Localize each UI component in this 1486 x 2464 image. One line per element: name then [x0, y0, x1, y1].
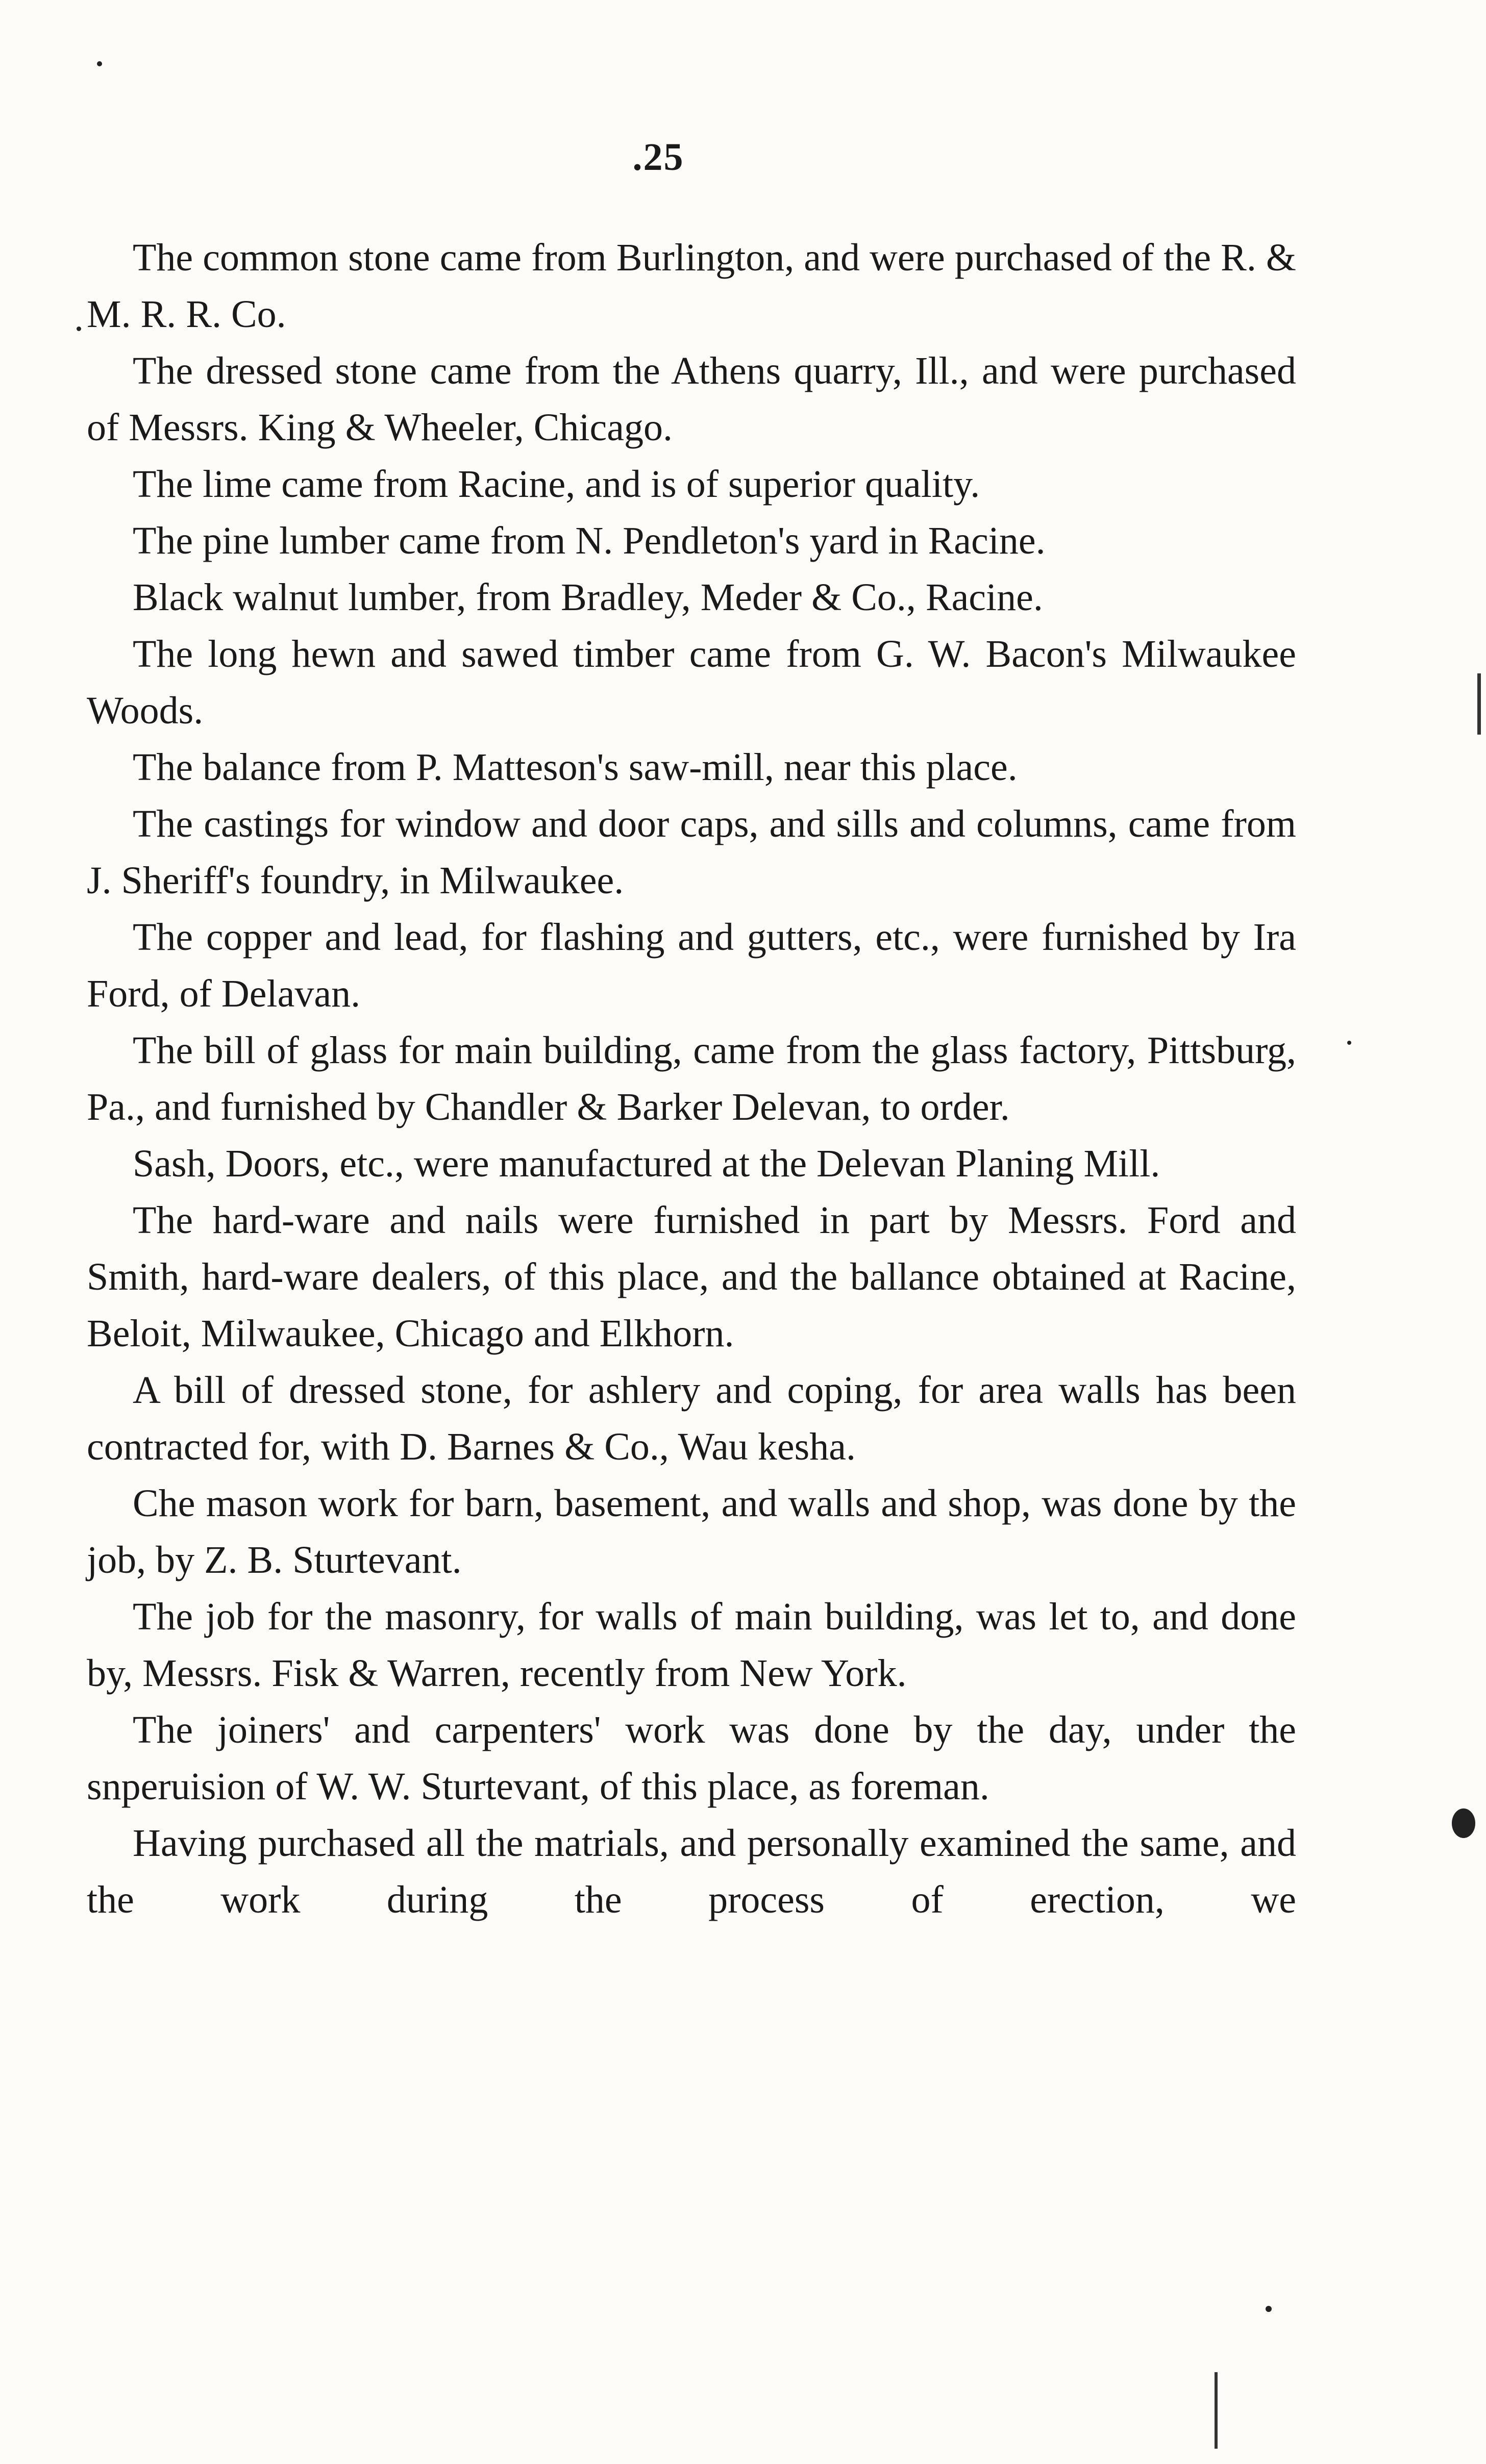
paragraph-castings: The castings for window and door caps, and sills and columns, came from J. Sheriff's foundry, in Milwaukee.	[87, 802, 1296, 902]
paragraph-materials: Having purchased all the matrials, and personally examined the same, and the work during the process of erection, we	[87, 1822, 1296, 1921]
paragraph-dressed-stone: The dressed stone came from the Athens quarry, Ill., and were purchased of Messrs. King & Wheeler, Chicago.	[87, 349, 1296, 449]
paragraph-black-walnut: Black walnut lumber, from Bradley, Meder & Co., Racine.	[133, 576, 1043, 619]
paragraph-masonry-job: The job for the masonry, for walls of main building, was let to, and done by, Messrs. Fisk & Warren, recently from New York.	[87, 1595, 1296, 1695]
paragraph-glass: The bill of glass for main building, came from the glass factory, Pittsburg, Pa., and furnished by Chandler & Barker Delevan, to order.	[87, 1029, 1296, 1128]
paragraph-joiners: The joiners' and carpenters' work was done by the day, under the snperuision of W. W. Sturtevant, of this place, as foreman.	[87, 1708, 1296, 1808]
paragraph-lime: The lime came from Racine, and is of superior quality.	[133, 463, 980, 506]
paragraph-sash-doors: Sash, Doors, etc., were manufactured at the Delevan Planing Mill.	[133, 1142, 1160, 1185]
paragraph-common-stone: The common stone came from Burlington, and were purchased of the R. & M. R. R. Co.	[87, 236, 1296, 336]
paragraph-area-walls: A bill of dressed stone, for ashlery and coping, for area walls has been contracted for, with D. Barnes & Co., Wau kesha.	[87, 1369, 1296, 1468]
ink-speck	[1347, 1041, 1351, 1045]
ink-speck	[77, 326, 81, 331]
paragraph-hewn-timber: The long hewn and sawed timber came from G. W. Bacon's Milwaukee Woods.	[87, 633, 1296, 732]
paragraph-hardware: The hard-ware and nails were furnished in part by Messrs. Ford and Smith, hard-ware dealers, of this place, and the ballance obtained at Racine, Beloit, Milwaukee, Chicago and Elkhorn.	[87, 1199, 1296, 1355]
page-number: .25	[632, 136, 684, 179]
paragraph-copper-lead: The copper and lead, for flashing and gutters, etc., were furnished by Ira Ford, of Delavan.	[87, 916, 1296, 1015]
paragraph-mason-work: Che mason work for barn, basement, and walls and shop, was done by the job, by Z. B. Sturtevant.	[87, 1482, 1296, 1581]
paragraph-pine-lumber: The pine lumber came from N. Pendleton's yard in Racine.	[133, 519, 1046, 562]
ink-blot	[1452, 1808, 1475, 1838]
page-edge-mark	[1477, 673, 1481, 735]
ink-speck	[1266, 2306, 1272, 2312]
ink-speck	[97, 61, 102, 66]
page-edge-mark	[1215, 2372, 1218, 2449]
paragraph-saw-mill: The balance from P. Matteson's saw-mill, near this place.	[133, 746, 1018, 789]
body-text	[87, 230, 1296, 1928]
